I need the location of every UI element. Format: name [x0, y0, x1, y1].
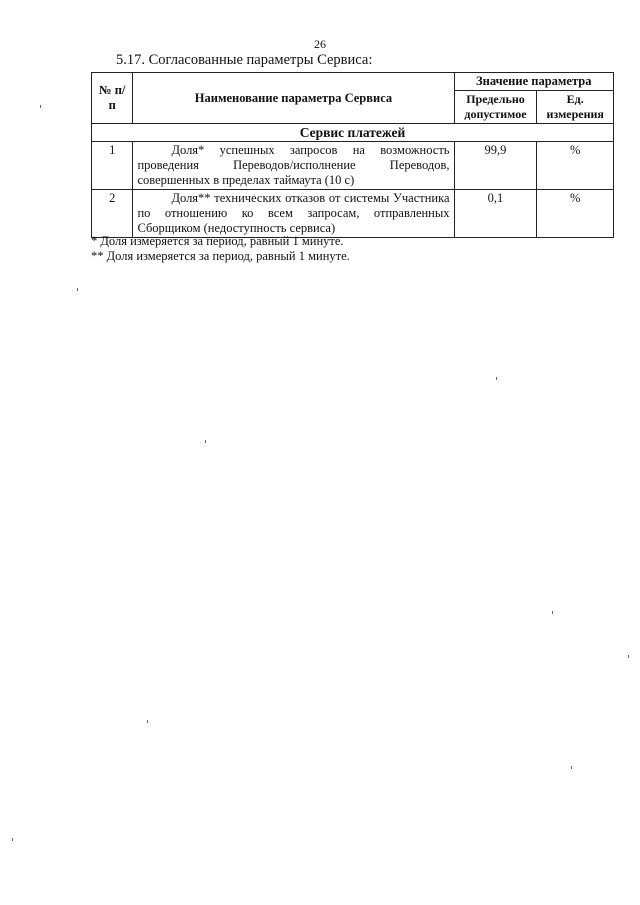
scan-speck [552, 611, 553, 614]
group-title: Сервис платежей [92, 124, 614, 142]
row-name-text: Доля* успешных запросов на возможность проведения Переводов/исполнение Переводов, совершенных в пределах таймаута (10 с) [137, 143, 450, 187]
scan-speck [571, 766, 572, 769]
row-num: 2 [92, 190, 133, 238]
footnote-1: * Доля измеряется за период, равный 1 минуте. [91, 234, 344, 248]
footnotes [91, 234, 350, 264]
header-limit: Предельно допустимое [454, 91, 537, 124]
row-limit: 0,1 [454, 190, 537, 238]
row-name [133, 190, 454, 238]
footnote-2: ** Доля измеряется за период, равный 1 минуте. [91, 249, 350, 263]
row-unit: % [537, 190, 614, 238]
scan-speck [496, 377, 497, 380]
header-name: Наименование параметра Сервиса [133, 73, 454, 124]
page-number: 26 [314, 37, 326, 51]
group-row [92, 124, 614, 142]
row-name [133, 142, 454, 190]
header-num: № п/п [92, 73, 133, 124]
row-num: 1 [92, 142, 133, 190]
header-value-group: Значение параметра [454, 73, 613, 91]
scan-speck [12, 838, 13, 841]
scan-speck [147, 720, 148, 723]
table-row [92, 190, 614, 238]
scan-speck [628, 655, 629, 658]
row-unit: % [537, 142, 614, 190]
table-row [92, 142, 614, 190]
scan-speck [205, 440, 206, 443]
row-limit: 99,9 [454, 142, 537, 190]
table-header-row [92, 73, 614, 91]
scan-speck [40, 105, 41, 108]
row-name-text: Доля** технических отказов от системы Участника по отношению ко всем запросам, отправленных Сборщиком (недоступность сервиса) [137, 191, 450, 235]
service-parameters-table [91, 72, 614, 238]
header-unit: Ед. измерения [537, 91, 614, 124]
section-title: 5.17. Согласованные параметры Сервиса: [116, 52, 373, 68]
scan-speck [77, 288, 78, 291]
